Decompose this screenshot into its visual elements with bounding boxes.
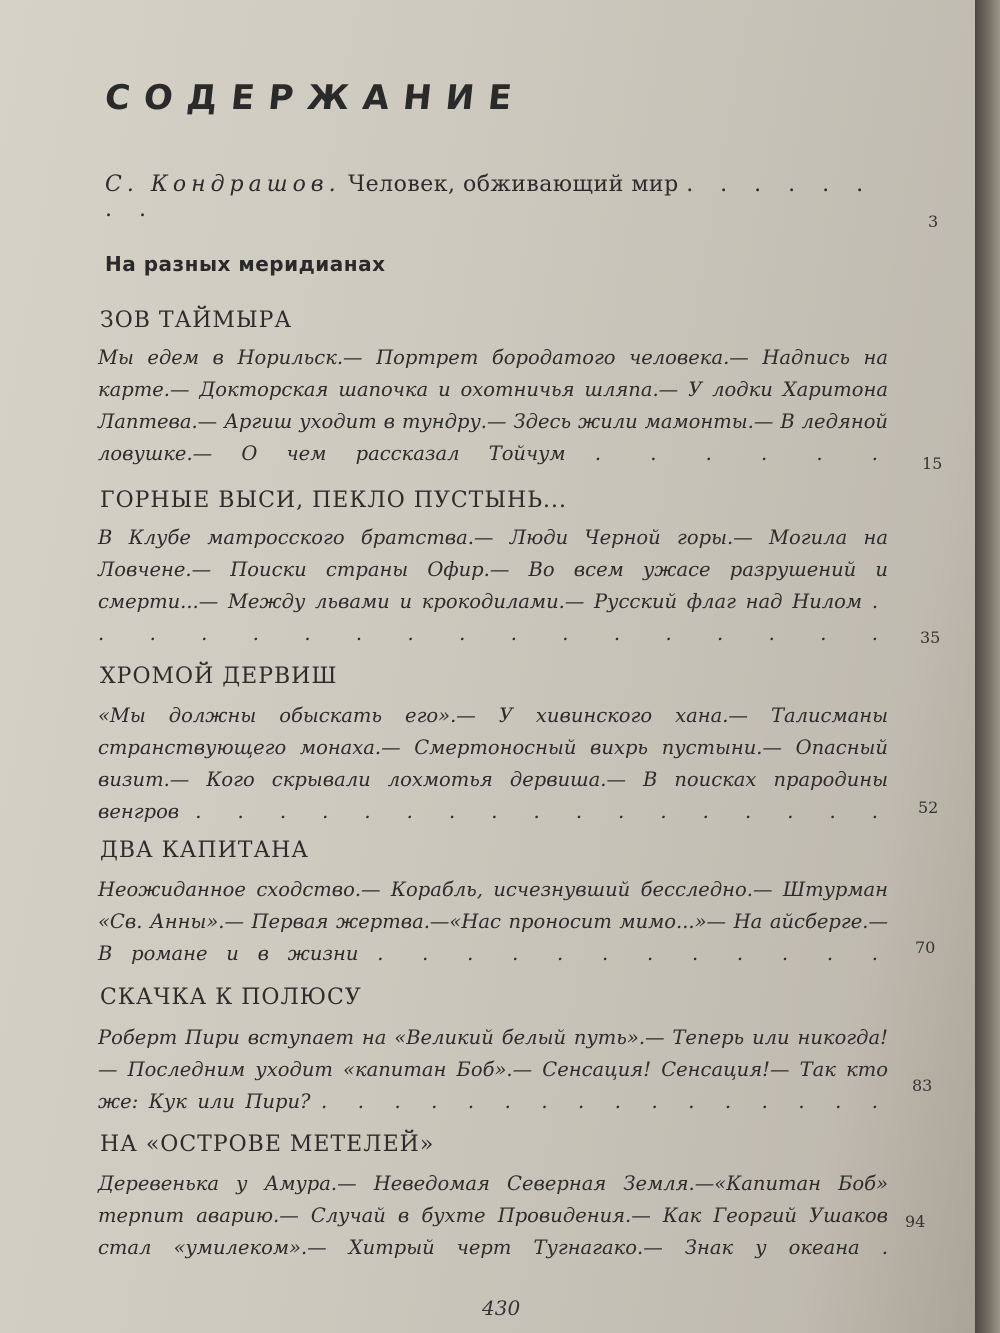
section-page-number: 83 xyxy=(912,1076,933,1095)
section-title: НА «ОСТРОВЕ МЕТЕЛЕЙ» xyxy=(100,1132,435,1157)
section-page-number: 70 xyxy=(915,938,936,957)
section-summary xyxy=(98,342,888,470)
section-page-number: 35 xyxy=(920,628,941,647)
section-summary xyxy=(98,1022,888,1118)
section-title: ЗОВ ТАЙМЫРА xyxy=(100,308,293,333)
section-title: ДВА КАПИТАНА xyxy=(100,838,309,863)
page-title: СОДЕРЖАНИЕ xyxy=(102,78,528,118)
section-title: ХРОМОЙ ДЕРВИШ xyxy=(100,664,338,689)
leader-dots: . . . . . . . . . . . . xyxy=(377,942,888,965)
section-page-number: 94 xyxy=(905,1212,926,1231)
section-summary xyxy=(98,874,888,970)
section-summary xyxy=(98,1168,888,1264)
section-summary-text: Неожиданное сходство.— Корабль, исчезнувший бесследно.— Штурман «Св. Анны».— Первая жертва.—«Нас проносит мимо...»— На айсберге.— В романе и в жизни xyxy=(98,878,888,965)
section-title: ГОРНЫЕ ВЫСИ, ПЕКЛО ПУСТЫНЬ... xyxy=(100,488,567,513)
leader-dots: . . . . . . . . . . . . . . . . . xyxy=(195,800,888,823)
intro-page-number: 3 xyxy=(928,212,939,231)
section-summary-text: Роберт Пири вступает на «Великий белый путь».— Теперь или никогда!— Последним уходит «капитан Боб».— Сенсация! Сенсация!— Так кто же: Кук или Пири? xyxy=(98,1026,888,1113)
leader-dots: . . . . . . xyxy=(594,442,888,465)
page-number: 430 xyxy=(482,1296,521,1320)
intro-author: С. Кондрашов. xyxy=(105,172,341,197)
intro-title: Человек, обживающий мир xyxy=(348,172,679,197)
section-summary-text: Деревенька у Амура.— Неведомая Северная Земля.—«Капитан Боб» терпит аварию.— Случай в бухте Провидения.— Как Георгий Ушаков стал «умилеком».— Хитрый черт Тугнагако.— Знак у океана . xyxy=(98,1172,888,1259)
leader-dots: . . . . . . . . . . . . . . . . xyxy=(321,1090,889,1113)
section-summary-text: В Клубе матросского братства.— Люди Черной горы.— Могила на Ловчене.— Поиски страны Офир.— Во всем ужасе разрушений и смерти...— Между львами и крокодилами.— Русский флаг над Нилом xyxy=(98,526,888,613)
section-summary-text: Мы едем в Норильск.— Портрет бородатого человека.— Надпись на карте.— Докторская шапочка и охотничья шляпа.— У лодки Харитона Лаптева.— Аргиш уходит в тундру.— Здесь жили мамонты.— В ледяной ловушке.— О чем рассказал Тойчум xyxy=(98,346,888,465)
section-page-number: 15 xyxy=(922,454,943,473)
section-summary-text: «Мы должны обыскать его».— У хивинского хана.— Талисманы странствующего монаха.— Смертоносный вихрь пустыни.— Опасный визит.— Кого скрывали лохмотья дервиша.— В поисках прародины венгров xyxy=(98,704,888,823)
book-spine-shadow xyxy=(975,0,1000,1333)
leader-dots: . . . . . . . . . . . . . . . . . xyxy=(98,590,889,645)
intro-leader-dots: . . . . . . . . xyxy=(105,172,874,222)
intro-entry xyxy=(105,172,885,222)
section-summary xyxy=(98,522,888,650)
part-title: На разных меридианах xyxy=(105,252,386,276)
section-page-number: 52 xyxy=(918,798,939,817)
section-summary xyxy=(98,700,888,828)
section-title: СКАЧКА К ПОЛЮСУ xyxy=(100,985,362,1010)
